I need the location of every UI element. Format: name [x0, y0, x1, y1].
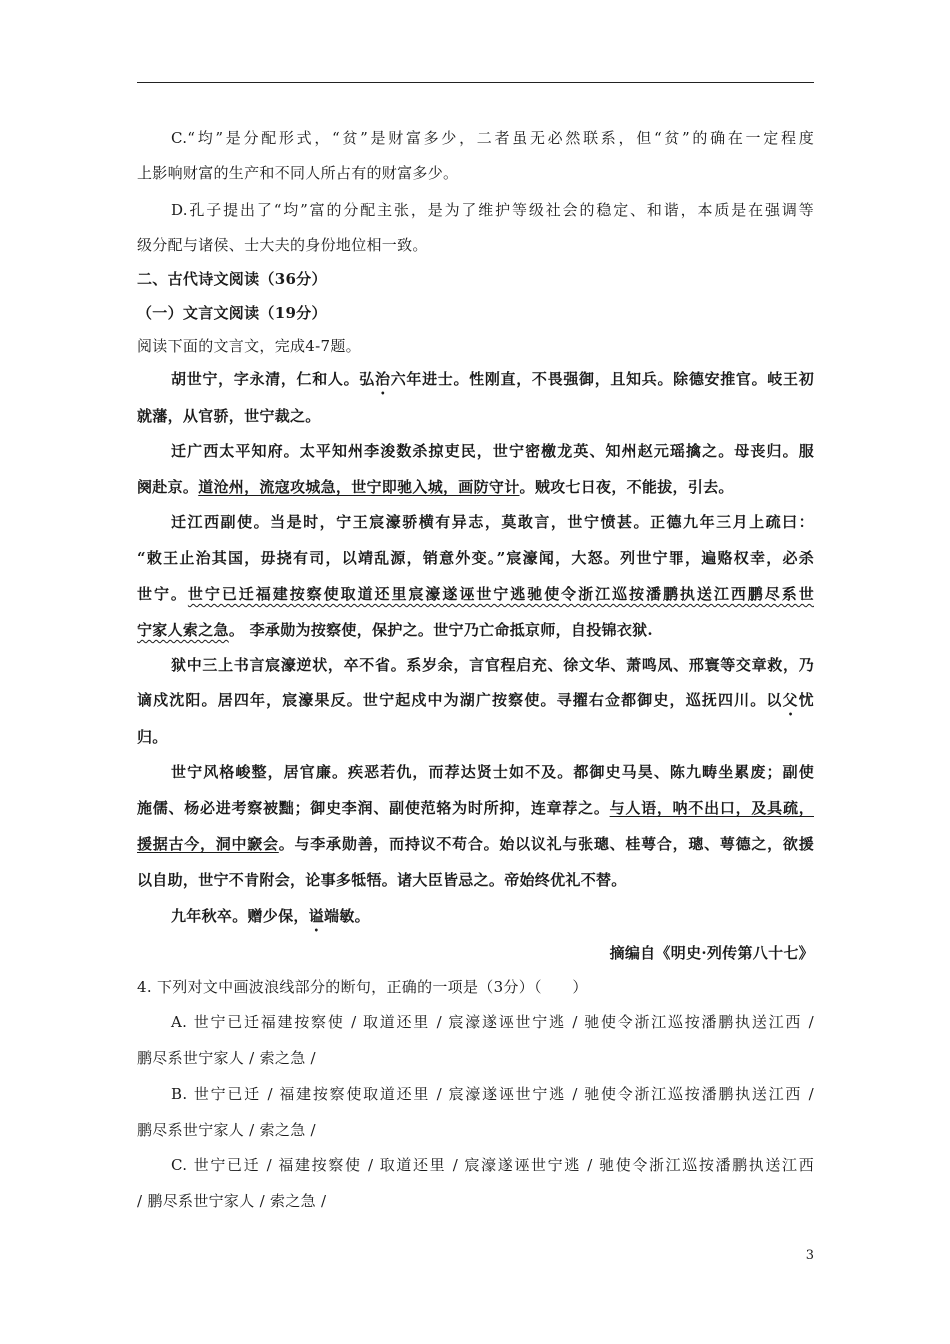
passage-line: 阕赴京。道沧州，流寇攻城急，世宁即驰入城，画防守计。贼攻七日夜，不能拔，引去。	[137, 478, 734, 496]
section-heading: 二、古代诗文阅读（36分）	[137, 270, 327, 288]
question-4-option-b-cont: 鹏尽系世宁家人 / 索之急 /	[137, 1121, 316, 1139]
passage-line: “敕王止治其国，毋挠有司，以靖乱源，销意外变。”宸濠闻，大怒。列世宁罪，遍赂权幸，必杀	[137, 549, 814, 567]
question-4-option-c-cont: / 鹏尽系世宁家人 / 索之急 /	[137, 1192, 327, 1210]
passage-line: 谪戍沈阳。居四年，宸濠果反。世宁起戍中为湖广按察使。寻擢右佥都御史，巡抚四川。以父忧	[137, 691, 814, 709]
question-4-option-a: A. 世宁已迁福建按察使 / 取道还里 / 宸濠遂诬世宁逃 / 驰使令浙江巡按潘鹏执送江西 /	[171, 1013, 814, 1031]
passage-line: 世宁风格峻整，居官廉。疾恶若仇，而荐达贤士如不及。都御史马昊、陈九畴坐累废；副使	[171, 763, 814, 781]
passage-line: 施儒、杨必进考察被黜；御史李润、副使范辂为时所抑，连章荐之。与人语，呐不出口，及具疏，	[137, 799, 814, 817]
option-d-line-2: 级分配与诸侯、士大夫的身份地位相一致。	[137, 236, 428, 254]
passage-line: 就藩，从官骄，世宁裁之。	[137, 407, 321, 425]
option-d-line-1: D.孔子提出了“均”富的分配主张，是为了维护等级社会的稳定、和谐，本质是在强调等	[171, 201, 814, 219]
passage-line: 胡世宁，字永清，仁和人。弘治六年进士。性刚直，不畏强御，且知兵。除德安推官。岐王初	[171, 370, 814, 388]
passage-line: 归。	[137, 728, 168, 746]
subsection-heading: （一）文言文阅读（19分）	[137, 304, 327, 322]
page-number: 3	[805, 1248, 814, 1263]
source-citation: 摘编自《明史·列传第八十七》	[609, 944, 814, 962]
question-4: 4. 下列对文中画波浪线部分的断句，正确的一项是（3分）（ ）	[137, 978, 588, 996]
wavy-underlined-passage: 世宁已迁福建按察使取道还里宸濠遂诬世宁逃驰使令浙江巡按潘鹏执送江西鹏尽系世	[187, 585, 814, 603]
question-4-option-b: B. 世宁已迁 / 福建按察使取道还里 / 宸濠遂诬世宁逃 / 驰使令浙江巡按潘鹏执送江西 /	[171, 1085, 814, 1103]
question-4-option-c: C. 世宁已迁 / 福建按察使 / 取道还里 / 宸濠遂诬世宁逃 / 驰使令浙江巡按潘鹏执送江西	[171, 1156, 814, 1174]
passage-line: 迁江西副使。当是时，宁王宸濠骄横有异志，莫敢言，世宁愤甚。正德九年三月上疏曰：	[171, 513, 814, 531]
passage-line: 九年秋卒。赠少保，谥端敏。	[171, 907, 370, 925]
question-4-option-a-cont: 鹏尽系世宁家人 / 索之急 /	[137, 1049, 316, 1067]
reading-instruction: 阅读下面的文言文，完成4-7题。	[137, 337, 361, 355]
passage-line: 狱中三上书言宸濠逆状，卒不省。系岁余，言官程启充、徐文华、萧鸣凤、邢寰等交章救，乃	[171, 656, 814, 674]
passage-line: 以自助，世宁不肯附会，论事多牴牾。诸大臣皆忌之。帝始终优礼不替。	[137, 871, 627, 889]
underlined-sentence: 援据古今，洞中窾会	[137, 835, 279, 853]
wavy-underlined-passage: 宁家人索之急	[137, 621, 229, 639]
emphasized-char: 父	[782, 691, 799, 709]
passage-line: 宁家人索之急。 李承勋为按察使，保护之。世宁乃亡命抵京师，自投锦衣狱.	[137, 621, 653, 639]
option-c-line-1: C.“均”是分配形式，“贫”是财富多少，二者虽无必然联系，但“贫”的确在一定程度	[171, 129, 814, 147]
passage-line: 援据古今，洞中窾会。与李承勋善，而持议不苟合。始以议礼与张璁、桂萼合，璁、萼德之，欲援	[137, 835, 814, 853]
header-rule	[137, 82, 814, 83]
underlined-sentence: 与人语，呐不出口，及具疏，	[609, 799, 814, 817]
passage-line: 迁广西太平知府。太平知州李浚数杀掠吏民，世宁密檄龙英、知州赵元瑶擒之。母丧归。服	[171, 442, 814, 460]
emphasized-char: 谥	[308, 907, 325, 925]
emphasized-char: 治	[375, 370, 391, 388]
option-c-line-2: 上影响财富的生产和不同人所占有的财富多少。	[137, 164, 459, 182]
passage-line: 世宁。世宁已迁福建按察使取道还里宸濠遂诬世宁逃驰使令浙江巡按潘鹏执送江西鹏尽系世	[137, 585, 814, 603]
underlined-sentence: 道沧州，流寇攻城急，世宁即驰入城，画防守计	[198, 478, 520, 496]
